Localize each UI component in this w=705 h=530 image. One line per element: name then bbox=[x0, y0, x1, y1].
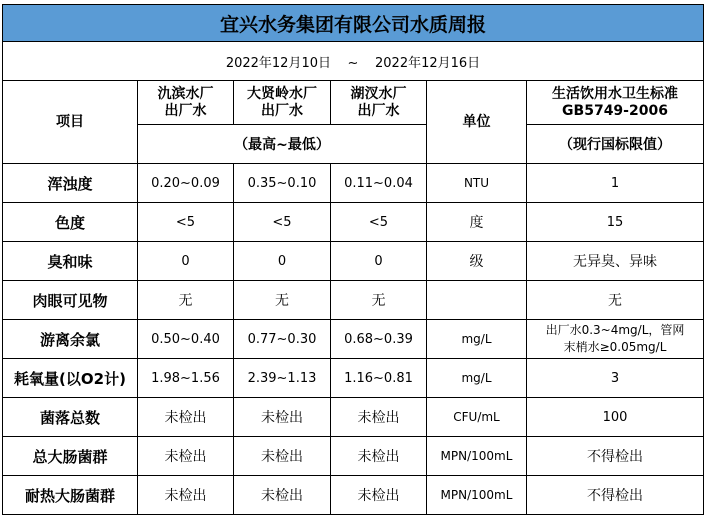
cell-plant1: 0.50~0.40 bbox=[138, 320, 234, 359]
row-item: 浑浊度 bbox=[3, 164, 138, 203]
header-plant1-sub: 出厂水 bbox=[164, 102, 207, 119]
date-range bbox=[3, 42, 704, 81]
cell-unit: MPN/100mL bbox=[427, 437, 527, 476]
row-item: 耗氧量(以O2计) bbox=[3, 359, 138, 398]
cell-plant2: 未检出 bbox=[234, 437, 331, 476]
cell-standard: 不得检出 bbox=[527, 437, 704, 476]
report-title: 宜兴水务集团有限公司水质周报 bbox=[3, 5, 704, 42]
row-item: 游离余氯 bbox=[3, 320, 138, 359]
cell-plant3: 0 bbox=[331, 242, 427, 281]
cell-unit: mg/L bbox=[427, 359, 527, 398]
header-plant3-name: 湖汊水厂 bbox=[350, 85, 407, 102]
header-standard-code: GB5749-2006 bbox=[562, 102, 668, 119]
cell-standard bbox=[527, 320, 704, 359]
cell-plant3: <5 bbox=[331, 203, 427, 242]
cell-plant1: <5 bbox=[138, 203, 234, 242]
date-separator: ~ bbox=[347, 55, 359, 71]
row-item: 耐热大肠菌群 bbox=[3, 476, 138, 515]
table-row bbox=[3, 359, 704, 398]
cell-standard: 1 bbox=[527, 164, 704, 203]
table-row bbox=[3, 242, 704, 281]
header-plant3-sub: 出厂水 bbox=[357, 102, 400, 119]
header-plant2-name: 大贤岭水厂 bbox=[247, 85, 317, 102]
header-standard bbox=[527, 81, 704, 125]
cell-standard: 100 bbox=[527, 398, 704, 437]
water-quality-table bbox=[2, 4, 704, 515]
cell-plant1: 1.98~1.56 bbox=[138, 359, 234, 398]
cell-plant2: 2.39~1.13 bbox=[234, 359, 331, 398]
row-item: 肉眼可见物 bbox=[3, 281, 138, 320]
cell-standard-line2: 末梢水≥0.05mg/L bbox=[563, 340, 667, 354]
header-plant1-name: 氿滨水厂 bbox=[157, 85, 214, 102]
cell-unit: MPN/100mL bbox=[427, 476, 527, 515]
table-row bbox=[3, 164, 704, 203]
row-item: 色度 bbox=[3, 203, 138, 242]
header-unit: 单位 bbox=[427, 81, 527, 164]
cell-plant2: 0.35~0.10 bbox=[234, 164, 331, 203]
cell-standard: 无 bbox=[527, 281, 704, 320]
cell-standard: 3 bbox=[527, 359, 704, 398]
cell-plant3: 1.16~0.81 bbox=[331, 359, 427, 398]
cell-unit: 级 bbox=[427, 242, 527, 281]
cell-plant3: 无 bbox=[331, 281, 427, 320]
cell-plant1: 0.20~0.09 bbox=[138, 164, 234, 203]
header-standard-note: （现行国标限值） bbox=[527, 125, 704, 164]
cell-plant2: 无 bbox=[234, 281, 331, 320]
cell-plant3: 未检出 bbox=[331, 398, 427, 437]
cell-unit: 度 bbox=[427, 203, 527, 242]
table-row bbox=[3, 437, 704, 476]
row-item: 臭和味 bbox=[3, 242, 138, 281]
cell-plant3: 0.68~0.39 bbox=[331, 320, 427, 359]
cell-unit: CFU/mL bbox=[427, 398, 527, 437]
header-plant1 bbox=[138, 81, 234, 125]
cell-plant2: 未检出 bbox=[234, 476, 331, 515]
header-item: 项目 bbox=[3, 81, 138, 164]
table-row bbox=[3, 476, 704, 515]
table-row bbox=[3, 281, 704, 320]
header-standard-name: 生活饮用水卫生标准 bbox=[552, 85, 678, 102]
cell-standard-line1: 出厂水0.3~4mg/L，管网 bbox=[545, 323, 685, 337]
cell-unit: NTU bbox=[427, 164, 527, 203]
cell-plant2: 0 bbox=[234, 242, 331, 281]
header-range-note: （最高~最低） bbox=[138, 125, 427, 164]
cell-plant3: 0.11~0.04 bbox=[331, 164, 427, 203]
cell-standard: 不得检出 bbox=[527, 476, 704, 515]
cell-plant2: <5 bbox=[234, 203, 331, 242]
table-row bbox=[3, 203, 704, 242]
date-end: 2022年12月16日 bbox=[375, 55, 481, 71]
cell-standard: 无异臭、异味 bbox=[527, 242, 704, 281]
cell-plant3: 未检出 bbox=[331, 476, 427, 515]
cell-unit: mg/L bbox=[427, 320, 527, 359]
header-plant3 bbox=[331, 81, 427, 125]
date-start: 2022年12月10日 bbox=[225, 55, 331, 71]
cell-plant3: 未检出 bbox=[331, 437, 427, 476]
cell-plant2: 0.77~0.30 bbox=[234, 320, 331, 359]
cell-plant1: 未检出 bbox=[138, 437, 234, 476]
row-item: 菌落总数 bbox=[3, 398, 138, 437]
cell-plant1: 0 bbox=[138, 242, 234, 281]
header-plant2-sub: 出厂水 bbox=[261, 102, 303, 119]
table-row bbox=[3, 320, 704, 359]
cell-plant1: 未检出 bbox=[138, 476, 234, 515]
row-item: 总大肠菌群 bbox=[3, 437, 138, 476]
cell-unit bbox=[427, 281, 527, 320]
header-plant2 bbox=[234, 81, 331, 125]
cell-plant1: 无 bbox=[138, 281, 234, 320]
table-row bbox=[3, 398, 704, 437]
cell-standard: 15 bbox=[527, 203, 704, 242]
cell-plant1: 未检出 bbox=[138, 398, 234, 437]
cell-plant2: 未检出 bbox=[234, 398, 331, 437]
